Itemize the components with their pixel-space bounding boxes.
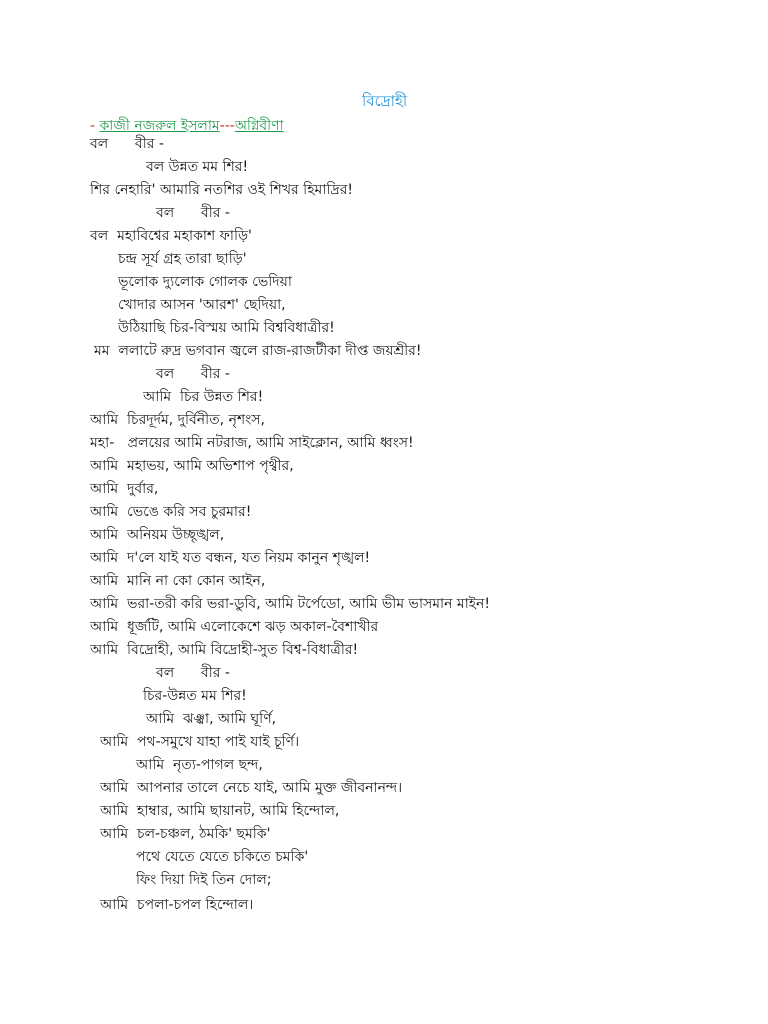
poem-line: চির-উন্নত মম শির! xyxy=(143,688,247,704)
poem-line: আমি পথ-সমুখে যাহা পাই যাই চূর্ণি। xyxy=(100,734,300,750)
poem-line: আমি মানি না কো কোন আইন, xyxy=(90,573,266,589)
poem-line: খোদার আসন 'আরশ' ছেদিয়া, xyxy=(118,297,286,313)
poem-line: আমি আপনার তালে নেচে যাই, আমি মুক্ত জীবনানন্দ। xyxy=(100,780,403,796)
byline-dash: - xyxy=(90,118,100,134)
poem-line: বল মহাবিশ্বের মহাকাশ ফাড়ি' xyxy=(90,228,252,244)
poem-line: উঠিয়াছি চির-বিস্ময় আমি বিশ্ববিধাত্রীর! xyxy=(118,320,335,336)
poem-line: আমি ভেঙে করি সব চুরমার! xyxy=(90,504,252,520)
poem-line: আমি বিদ্রোহী, আমি বিদ্রোহী-সুত বিশ্ব-বিধাত্রীর! xyxy=(90,642,359,658)
poem-line: বল বীর - xyxy=(156,665,230,681)
poem-line: শির নেহারি' আমারি নতশির ওই শিখর হিমাদ্রির! xyxy=(90,182,354,198)
byline-separator: --- xyxy=(219,118,235,134)
poem-line: আমি চপলা-চপল হিন্দোল। xyxy=(100,897,254,913)
poem-line: আমি চির উন্নত শির! xyxy=(143,389,264,405)
author-link[interactable]: কাজী নজরুল ইসলাম xyxy=(99,118,220,134)
poem-line: আমি মহাভয়, আমি অভিশাপ পৃথ্বীর, xyxy=(90,458,294,474)
poem-line: চন্দ্র সূর্য গ্রহ তারা ছাড়ি' xyxy=(118,251,247,267)
poem-title: বিদ্রোহী xyxy=(362,92,408,110)
poem-line: আমি দ'লে যাই যত বন্ধন, যত নিয়ম কানুন শৃঙ্খল! xyxy=(90,550,371,566)
poem-line: আমি নৃত্য-পাগল ছন্দ, xyxy=(136,757,263,773)
poem-line: মম ললাটে রুদ্র ভগবান জ্বলে রাজ-রাজটীকা দীপ্ত জয়শ্রীর! xyxy=(94,343,422,359)
poem-line: আমি ঝঞ্ঝা, আমি ঘূর্ণি, xyxy=(146,711,277,727)
poem-line: বল বীর - xyxy=(90,136,164,152)
poem-line: পথে যেতে যেতে চকিতে চমকি' xyxy=(136,849,309,865)
poem-line: আমি হাম্বার, আমি ছায়ানট, আমি হিন্দোল, xyxy=(100,803,340,819)
book-link[interactable]: অগ্নিবীণা xyxy=(234,118,284,134)
poem-line: আমি চিরদূর্দম, দুর্বিনীত, নৃশংস, xyxy=(90,412,265,428)
poem-line: বল উন্নত মম শির! xyxy=(146,159,249,175)
poem-line: মহা- প্রলয়ের আমি নটরাজ, আমি সাইক্লোন, আমি ধ্বংস! xyxy=(90,435,414,451)
poem-line: ফিং দিয়া দিই তিন দোল; xyxy=(136,872,272,888)
poem-line: আমি ভরা-তরী করি ভরা-ডুবি, আমি টর্পেডো, আমি ভীম ভাসমান মাইন! xyxy=(90,596,491,612)
poem-line: আমি অনিয়ম উচ্ছৃঙ্খল, xyxy=(90,527,225,543)
poem-line: ভূলোক দ্যুলোক গোলক ভেদিয়া xyxy=(118,274,292,290)
poem-line: বল বীর - xyxy=(156,366,230,382)
poem-line: আমি ধূর্জটি, আমি এলোকেশে ঝড় অকাল-বৈশাখীর xyxy=(90,619,379,635)
poem-line: আমি দুর্বার, xyxy=(90,481,159,497)
poem-line: বল বীর - xyxy=(156,205,230,221)
poem-line: আমি চল-চঞ্চল, ঠমকি' ছমকি' xyxy=(100,826,271,842)
